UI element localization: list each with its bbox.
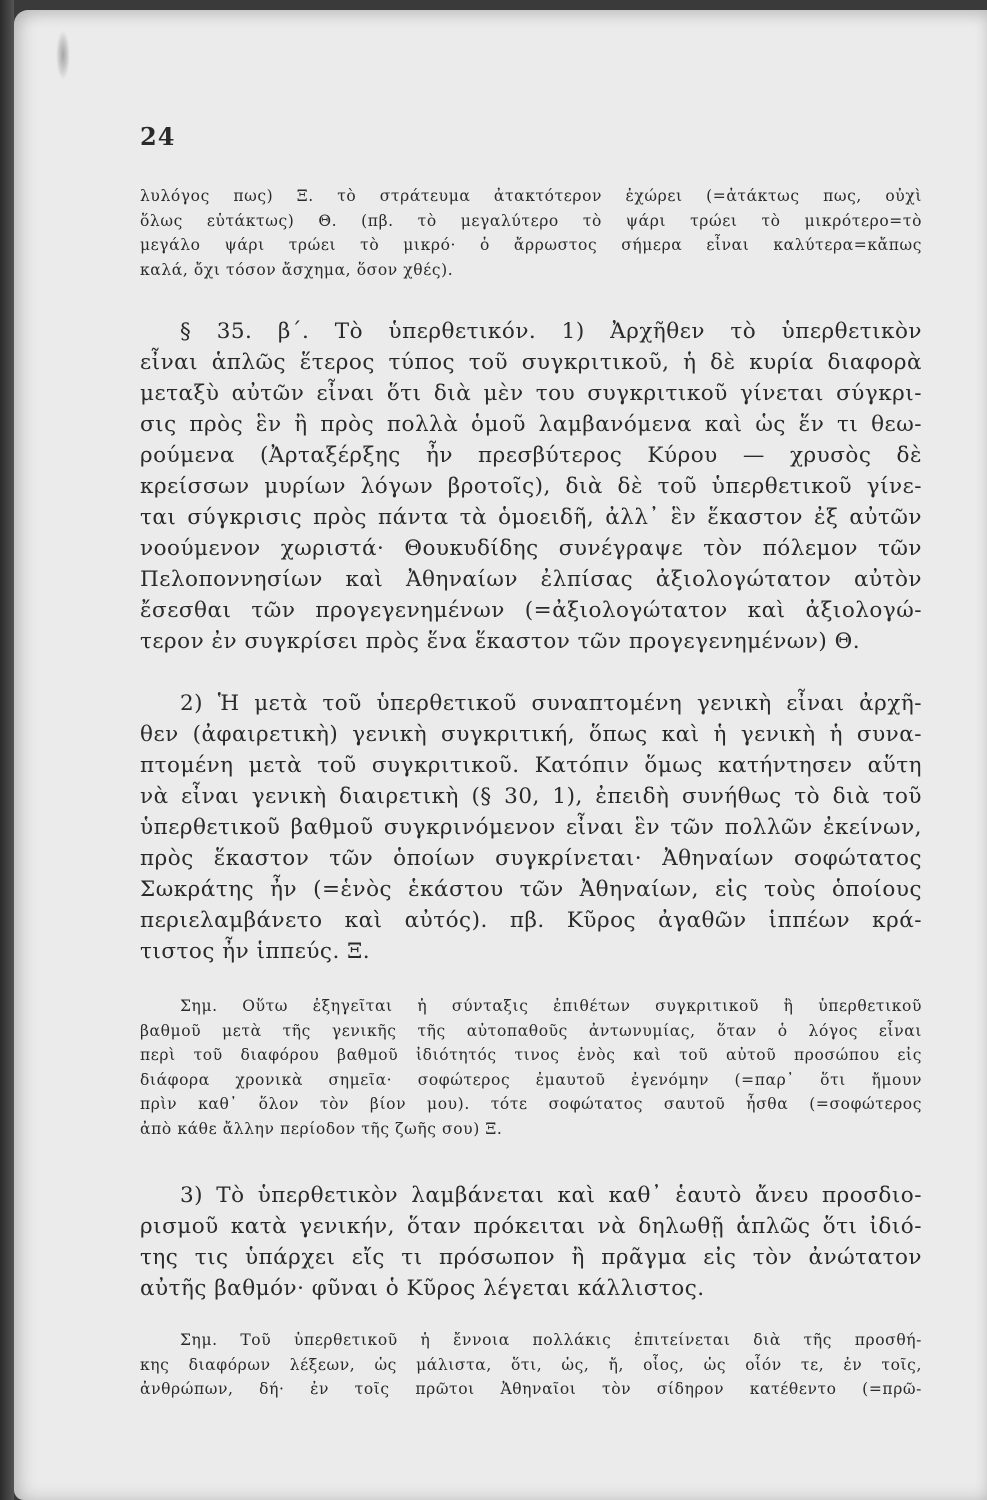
section-heading-line: § 35. β΄. Τὸ ὑπερθετικόν. 1) Ἀρχῆθεν τὸ ὑπερθετικὸν [180,319,922,344]
text-line: πρὸς ἕκαστον τῶν ὁποίων συγκρίνεται· Ἀθηναίων σοφώτατος [140,846,922,871]
text-line: βαθμοῦ μετὰ τῆς γενικῆς τῆς αὐτοπαθοῦς ἀντωνυμίας, ὅταν ὁ λόγος εἶναι [140,1021,922,1040]
text-line: τιστος ἦν ἱππεύς. Ξ. [140,939,371,964]
page-number: 24 [140,122,176,151]
book-spine [0,0,14,1500]
text-line: πρὶν καθ᾽ ὅλον τὸν βίον μου). τότε σοφώτατος σαυτοῦ ἦσθα (=σοφώτερος [140,1095,922,1113]
text-line: αὐτῆς βαθμόν· φῦναι ὁ Κῦρος λέγεται κάλλιστος. [140,1276,705,1301]
text-line: ὑπερθετικοῦ βαθμοῦ συγκρινόμενον εἶναι ἓν τῶν πολλῶν ἐκείνων, [140,815,922,840]
note-1 [140,994,922,1141]
paragraph-3 [140,1180,922,1304]
text-line: λυλόγος πως) Ξ. τὸ στράτευμα ἀτακτότερον ἐχώρει (=ἀτάκτως πως, οὐχὶ [140,187,922,205]
text-line: Σημ. Τοῦ ὑπερθετικοῦ ἡ ἔννοια πολλάκις ἐπιτείνεται διὰ τῆς προσθή- [180,1331,922,1349]
text-line: ἔσεσθαι τῶν προγεγενημένων (=ἀξιολογώτατον καὶ ἀξιολογώ- [140,598,922,623]
top-paragraph [140,184,922,282]
text-line: Σημ. Οὕτω ἐξηγεῖται ἡ σύνταξις ἐπιθέτων συγκριτικοῦ ἢ ὑπερθετικοῦ [180,997,922,1015]
paragraph-2 [140,688,922,967]
text-line: σις πρὸς ἓν ἢ πρὸς πολλὰ ὁμοῦ λαμβανόμενα καὶ ὡς ἕν τι θεω- [140,412,922,437]
text-line: νὰ εἶναι γενικὴ διαιρετικὴ (§ 30, 1), ἐπειδὴ συνήθως τὸ διὰ τοῦ [140,784,922,809]
text-line: Πελοποννησίων καὶ Ἀθηναίων ἐλπίσας ἀξιολογώτατον αὐτὸν [140,567,922,592]
text-line: 3) Τὸ ὑπερθετικὸν λαμβάνεται καὶ καθ᾽ ἑαυτὸ ἄνευ προσδιο- [180,1183,922,1208]
text-line: ἀνθρώπων, δή· ἐν τοῖς πρῶτοι Ἀθηναῖοι τὸν σίδηρον κατέθεντο (=πρῶ- [140,1380,922,1398]
text-line: Σωκράτης ἦν (=ἑνὸς ἑκάστου τῶν Ἀθηναίων, εἰς τοὺς ὁποίους [140,877,922,902]
text-line: καλά, ὄχι τόσον ἄσχημα, ὅσον χθές). [140,260,454,279]
text-line: περὶ τοῦ διαφόρου βαθμοῦ ἰδιότητός τινος ἑνὸς καὶ τοῦ αὐτοῦ προσώπου εἰς [140,1046,922,1064]
text-line: 2) Ἡ μετὰ τοῦ ὑπερθετικοῦ συναπτομένη γενικὴ εἶναι ἀρχῆ- [180,691,922,716]
text-line: της τις ὑπάρχει εἴς τι πρόσωπον ἢ πρᾶγμα εἰς τὸν ἀνώτατον [140,1245,922,1270]
text-line: ται σύγκρισις πρὸς πάντα τὰ ὁμοειδῆ, ἀλλ᾽ ἓν ἕκαστον ἐξ αὐτῶν [140,505,922,530]
page-stain [56,30,70,80]
text-line: περιελαμβάνετο καὶ αὐτός). πβ. Κῦρος ἀγαθῶν ἱππέων κρά- [140,908,922,933]
text-line: διάφορα χρονικὰ σημεῖα· σοφώτερος ἐμαυτοῦ ἐγενόμην (=παρ᾽ ὅτι ἤμουν [140,1070,922,1089]
text-line: θεν (ἀφαιρετικὴ) γενικὴ συγκριτική, ὅπως καὶ ἡ γενικὴ ἡ συνα- [140,722,922,747]
text-line: κρείσσων μυρίων λόγων βροτοῖς), διὰ δὲ τοῦ ὑπερθετικοῦ γίνε- [140,474,922,499]
text-line: ἀπὸ κάθε ἄλλην περίοδον τῆς ζωῆς σου) Ξ. [140,1119,503,1138]
text-line: νοούμενον χωριστά· Θουκυδίδης συνέγραψε τὸν πόλεμον τῶν [140,536,922,561]
text-line: μεγάλο ψάρι τρώει τὸ μικρό· ὁ ἄρρωστος σήμερα εἶναι καλύτερα=κἄπως [140,236,922,254]
text-line: ρούμενα (Ἀρταξέρξης ἦν πρεσβύτερος Κύρου — χρυσὸς δὲ [140,443,922,468]
text-line: μεταξὺ αὐτῶν εἶναι ὅτι διὰ μὲν του συγκριτικοῦ γίνεται σύγκρι- [140,381,922,406]
text-line: ὅλως εὐτάκτως) Θ. (πβ. τὸ μεγαλύτερο τὸ ψάρι τρώει τὸ μικρότερο=τὸ [140,211,922,230]
note-2 [140,1328,922,1402]
text-line: κης διαφόρων λέξεων, ὡς μάλιστα, ὅτι, ὡς, ἤ, οἷος, ὡς οἷόν τε, ἐν τοῖς, [140,1355,922,1374]
text-line: εἶναι ἁπλῶς ἕτερος τύπος τοῦ συγκριτικοῦ, ἡ δὲ κυρία διαφορὰ [140,350,922,375]
text-line: πτομένη μετὰ τοῦ συγκριτικοῦ. Κατόπιν ὅμως κατήντησεν αὕτη [140,753,922,778]
section-35-paragraph [140,316,922,657]
text-line: ρισμοῦ κατὰ γενικήν, ὅταν πρόκειται νὰ δηλωθῇ ἁπλῶς ὅτι ἰδιό- [140,1214,922,1239]
text-line: τερον ἐν συγκρίσει πρὸς ἕνα ἕκαστον τῶν προγεγενημένων) Θ. [140,629,861,654]
